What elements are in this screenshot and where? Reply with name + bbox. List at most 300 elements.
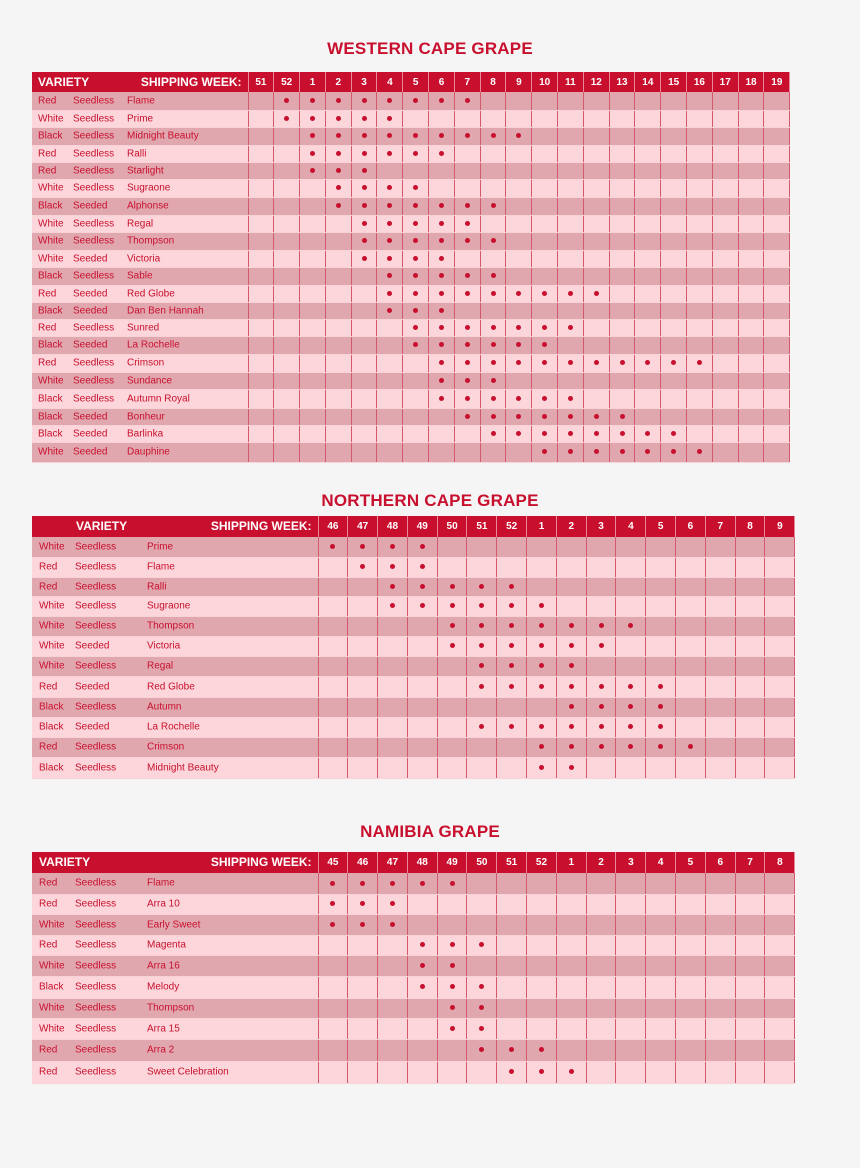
week-cell	[765, 676, 795, 697]
variety-name: Arra 15	[147, 1023, 180, 1034]
grape-color: Red	[38, 288, 57, 299]
shipping-dot	[599, 724, 604, 729]
week-cell	[735, 998, 765, 1018]
week-cell	[616, 656, 646, 676]
week-cell	[646, 914, 676, 935]
week-cell	[635, 302, 661, 319]
week-cell	[527, 676, 557, 697]
seed-type: Seedless	[75, 701, 117, 713]
week-cell	[407, 757, 437, 778]
week-cell	[556, 596, 586, 616]
variety-name: Prime	[147, 541, 174, 553]
week-cell	[646, 656, 676, 676]
week-cell	[646, 697, 676, 717]
week-cell	[764, 145, 790, 162]
week-cell	[646, 596, 676, 616]
variety-row	[32, 935, 795, 955]
week-cell	[506, 110, 532, 127]
week-cell	[705, 935, 735, 955]
shipping-dot	[362, 151, 367, 156]
week-cell	[676, 697, 706, 717]
variety-row	[32, 557, 795, 577]
week-cell	[325, 197, 351, 215]
week-cell	[325, 442, 351, 462]
week-cell	[609, 302, 635, 319]
shipping-dot	[439, 133, 444, 138]
week-cell	[378, 757, 408, 778]
variety-cell	[32, 442, 248, 462]
week-cell	[248, 442, 274, 462]
week-cell	[583, 336, 609, 354]
variety-row	[32, 656, 795, 676]
week-cell	[738, 92, 764, 110]
shipping-dot	[439, 291, 444, 296]
week-cell	[646, 636, 676, 656]
week-cell	[556, 955, 586, 976]
shipping-dot	[310, 151, 315, 156]
shipping-dot	[542, 396, 547, 401]
shipping-dot	[413, 256, 418, 261]
week-cell	[467, 1039, 497, 1061]
week-cell	[616, 737, 646, 757]
week-cell	[403, 408, 429, 425]
shipping-dot	[362, 256, 367, 261]
week-cell	[738, 162, 764, 179]
week-cell	[429, 425, 455, 442]
grape-color: Red	[39, 939, 58, 951]
shipping-dot	[539, 663, 544, 668]
shipping-dot	[439, 256, 444, 261]
shipping-dot	[390, 901, 395, 906]
week-cell	[454, 302, 480, 319]
week-cell	[497, 537, 527, 557]
week-cell	[661, 179, 687, 197]
week-cell	[735, 873, 765, 894]
week-cell	[583, 197, 609, 215]
week-cell	[735, 697, 765, 717]
variety-cell	[32, 372, 248, 389]
week-header: 51	[248, 72, 274, 92]
week-cell	[583, 162, 609, 179]
shipping-dot	[509, 684, 514, 689]
week-cell	[467, 935, 497, 955]
week-cell	[467, 596, 497, 616]
week-cell	[378, 656, 408, 676]
week-cell	[527, 596, 557, 616]
week-cell	[377, 232, 403, 250]
week-cell	[676, 596, 706, 616]
week-cell	[705, 1039, 735, 1061]
week-cell	[527, 873, 557, 894]
week-cell	[351, 389, 377, 408]
week-cell	[764, 336, 790, 354]
week-cell	[407, 676, 437, 697]
week-cell	[532, 389, 558, 408]
week-cell	[527, 1061, 557, 1083]
week-cell	[705, 976, 735, 998]
week-cell	[687, 302, 713, 319]
variety-cell	[32, 737, 318, 757]
week-cell	[480, 319, 506, 336]
shipping-dot	[542, 431, 547, 436]
week-cell	[506, 319, 532, 336]
week-cell	[274, 145, 300, 162]
week-cell	[661, 250, 687, 267]
week-cell	[403, 145, 429, 162]
variety-row	[32, 998, 795, 1018]
week-cell	[735, 914, 765, 935]
shipping-dot	[542, 325, 547, 330]
shipping-dot	[539, 765, 544, 770]
week-cell	[583, 408, 609, 425]
shipping-dot	[569, 724, 574, 729]
seed-type: Seedless	[73, 148, 115, 159]
shipping-dot	[671, 360, 676, 365]
week-cell	[325, 215, 351, 232]
shipping-dot	[539, 1069, 544, 1074]
shipping-week-label: SHIPPING WEEK:	[210, 519, 312, 533]
week-cell	[635, 336, 661, 354]
week-cell	[558, 425, 584, 442]
week-cell	[661, 354, 687, 372]
week-cell	[506, 92, 532, 110]
grape-color: White	[38, 235, 64, 247]
week-cell	[403, 267, 429, 285]
week-cell	[764, 215, 790, 232]
week-cell	[705, 557, 735, 577]
week-cell	[687, 197, 713, 215]
shipping-dot	[360, 544, 365, 549]
week-header: 50	[467, 852, 497, 873]
week-cell	[300, 408, 326, 425]
week-cell	[646, 717, 676, 737]
week-cell	[429, 372, 455, 389]
shipping-dot	[628, 684, 633, 689]
shipping-dot	[310, 116, 315, 121]
week-header: 4	[646, 852, 676, 873]
shipping-dot	[594, 414, 599, 419]
week-cell	[646, 737, 676, 757]
week-cell	[735, 717, 765, 737]
week-cell	[248, 319, 274, 336]
variety-name: Starlight	[127, 165, 164, 176]
week-cell	[480, 302, 506, 319]
week-cell	[583, 215, 609, 232]
week-header: 46	[318, 516, 348, 537]
shipping-dot	[658, 684, 663, 689]
grape-color: Red	[38, 357, 57, 369]
shipping-dot	[697, 360, 702, 365]
week-cell	[348, 616, 378, 636]
week-cell	[583, 285, 609, 302]
week-cell	[437, 577, 467, 596]
week-cell	[351, 336, 377, 354]
week-cell	[558, 285, 584, 302]
variety-name: Victoria	[147, 640, 181, 652]
week-cell	[712, 162, 738, 179]
western-title: WESTERN CAPE GRAPE	[327, 39, 533, 58]
variety-row	[32, 285, 790, 302]
namibia-title: NAMIBIA GRAPE	[360, 822, 500, 841]
week-cell	[454, 354, 480, 372]
shipping-dot	[465, 98, 470, 103]
variety-row	[32, 127, 790, 145]
shipping-dot	[568, 414, 573, 419]
week-cell	[467, 676, 497, 697]
week-cell	[318, 697, 348, 717]
week-cell	[506, 336, 532, 354]
variety-cell	[32, 110, 248, 127]
variety-row	[32, 372, 790, 389]
week-cell	[467, 656, 497, 676]
variety-name: Ralli	[147, 581, 167, 592]
week-cell	[325, 336, 351, 354]
week-cell	[429, 215, 455, 232]
week-cell	[325, 250, 351, 267]
week-cell	[454, 145, 480, 162]
week-cell	[248, 285, 274, 302]
shipping-dot	[413, 342, 418, 347]
shipping-dot	[387, 256, 392, 261]
week-header: 48	[378, 516, 408, 537]
week-cell	[318, 616, 348, 636]
week-cell	[378, 914, 408, 935]
week-cell	[616, 935, 646, 955]
week-cell	[705, 596, 735, 616]
shipping-dot	[620, 431, 625, 436]
shipping-dot	[439, 203, 444, 208]
week-cell	[661, 232, 687, 250]
week-cell	[676, 1061, 706, 1083]
week-cell	[616, 596, 646, 616]
shipping-dot	[439, 273, 444, 278]
header-row	[32, 72, 790, 92]
week-cell	[558, 302, 584, 319]
shipping-dot	[413, 151, 418, 156]
week-cell	[764, 92, 790, 110]
shipping-dot	[509, 603, 514, 608]
week-cell	[429, 319, 455, 336]
grape-color: White	[39, 620, 65, 632]
shipping-dot	[390, 922, 395, 927]
week-cell	[527, 656, 557, 676]
week-cell	[351, 319, 377, 336]
week-cell	[532, 336, 558, 354]
shipping-dot	[491, 431, 496, 436]
week-cell	[348, 1018, 378, 1039]
week-cell	[377, 336, 403, 354]
week-cell	[556, 1061, 586, 1083]
variety-cell	[32, 697, 318, 717]
week-cell	[480, 336, 506, 354]
week-cell	[687, 162, 713, 179]
seed-type: Seedless	[75, 898, 117, 910]
week-cell	[437, 757, 467, 778]
week-cell	[556, 998, 586, 1018]
week-header: 8	[735, 516, 765, 537]
week-cell	[454, 250, 480, 267]
week-cell	[676, 537, 706, 557]
week-cell	[558, 408, 584, 425]
seed-type: Seedless	[75, 1044, 117, 1056]
week-cell	[735, 636, 765, 656]
week-cell	[403, 372, 429, 389]
week-cell	[558, 389, 584, 408]
variety-cell	[32, 1061, 318, 1083]
week-cell	[616, 557, 646, 577]
week-header: 13	[609, 72, 635, 92]
week-cell	[377, 215, 403, 232]
week-cell	[712, 319, 738, 336]
week-cell	[609, 110, 635, 127]
week-header: 9	[506, 72, 532, 92]
week-cell	[348, 976, 378, 998]
week-cell	[318, 636, 348, 656]
week-cell	[556, 757, 586, 778]
week-header: 1	[527, 516, 557, 537]
variety-label: VARIETY	[39, 855, 91, 869]
week-cell	[351, 442, 377, 462]
variety-name: Arra 2	[147, 1044, 175, 1056]
week-cell	[738, 267, 764, 285]
variety-row	[32, 955, 795, 976]
grape-color: Black	[38, 305, 63, 316]
week-cell	[506, 425, 532, 442]
week-header: 6	[705, 852, 735, 873]
week-cell	[583, 110, 609, 127]
week-cell	[764, 232, 790, 250]
week-cell	[378, 616, 408, 636]
shipping-dot	[594, 449, 599, 454]
week-cell	[377, 127, 403, 145]
week-cell	[454, 408, 480, 425]
week-cell	[429, 442, 455, 462]
week-cell	[735, 537, 765, 557]
week-cell	[586, 616, 616, 636]
week-cell	[437, 998, 467, 1018]
week-cell	[586, 717, 616, 737]
grape-color: Red	[39, 561, 58, 573]
week-cell	[377, 302, 403, 319]
week-cell	[351, 354, 377, 372]
week-cell	[351, 302, 377, 319]
week-cell	[556, 537, 586, 557]
shipping-dot	[420, 881, 425, 886]
week-cell	[635, 92, 661, 110]
shipping-dot	[569, 765, 574, 770]
week-cell	[300, 232, 326, 250]
grape-color: White	[38, 253, 64, 264]
week-cell	[586, 955, 616, 976]
week-cell	[318, 914, 348, 935]
variety-cell	[32, 285, 248, 302]
week-cell	[712, 442, 738, 462]
week-cell	[764, 302, 790, 319]
week-cell	[676, 955, 706, 976]
week-cell	[558, 215, 584, 232]
shipping-dot	[620, 360, 625, 365]
week-cell	[705, 1061, 735, 1083]
week-cell	[407, 577, 437, 596]
week-cell	[437, 894, 467, 914]
shipping-dot	[568, 291, 573, 296]
shipping-dot	[509, 663, 514, 668]
variety-row	[32, 894, 795, 914]
week-cell	[765, 1039, 795, 1061]
shipping-dot	[491, 238, 496, 243]
seed-type: Seedless	[75, 762, 117, 773]
shipping-dot	[390, 881, 395, 886]
variety-name: Sundance	[127, 375, 173, 386]
week-cell	[609, 285, 635, 302]
week-cell	[646, 935, 676, 955]
week-cell	[378, 955, 408, 976]
week-cell	[661, 425, 687, 442]
grape-color: Red	[39, 1044, 58, 1056]
variety-name: Midnight Beauty	[147, 762, 219, 773]
week-cell	[300, 92, 326, 110]
week-cell	[527, 697, 557, 717]
week-cell	[480, 267, 506, 285]
week-cell	[318, 537, 348, 557]
week-cell	[765, 616, 795, 636]
week-cell	[764, 267, 790, 285]
week-cell	[712, 110, 738, 127]
week-cell	[661, 389, 687, 408]
week-cell	[556, 1018, 586, 1039]
seed-type: Seedless	[73, 113, 115, 124]
seed-type: Seedless	[75, 581, 117, 592]
week-cell	[467, 616, 497, 636]
week-cell	[646, 894, 676, 914]
grape-color: White	[38, 182, 64, 194]
week-cell	[687, 319, 713, 336]
week-cell	[635, 389, 661, 408]
week-cell	[687, 425, 713, 442]
week-cell	[378, 935, 408, 955]
shipping-dot	[420, 584, 425, 589]
week-header: 8	[480, 72, 506, 92]
week-cell	[318, 955, 348, 976]
week-cell	[497, 914, 527, 935]
week-cell	[738, 408, 764, 425]
week-cell	[712, 354, 738, 372]
week-cell	[705, 873, 735, 894]
variety-cell	[32, 998, 318, 1018]
week-cell	[661, 319, 687, 336]
week-cell	[378, 557, 408, 577]
week-cell	[527, 955, 557, 976]
week-cell	[403, 285, 429, 302]
shipping-dot	[542, 360, 547, 365]
week-header: 3	[616, 852, 646, 873]
shipping-dot	[465, 342, 470, 347]
week-cell	[348, 717, 378, 737]
seed-type: Seeded	[73, 446, 108, 458]
variety-cell	[32, 267, 248, 285]
week-cell	[765, 737, 795, 757]
week-cell	[300, 425, 326, 442]
week-cell	[429, 250, 455, 267]
shipping-dot	[420, 564, 425, 569]
week-cell	[403, 389, 429, 408]
week-cell	[377, 162, 403, 179]
week-cell	[497, 1061, 527, 1083]
shipping-dot	[569, 1069, 574, 1074]
week-cell	[318, 676, 348, 697]
shipping-dot	[330, 881, 335, 886]
week-cell	[300, 110, 326, 127]
